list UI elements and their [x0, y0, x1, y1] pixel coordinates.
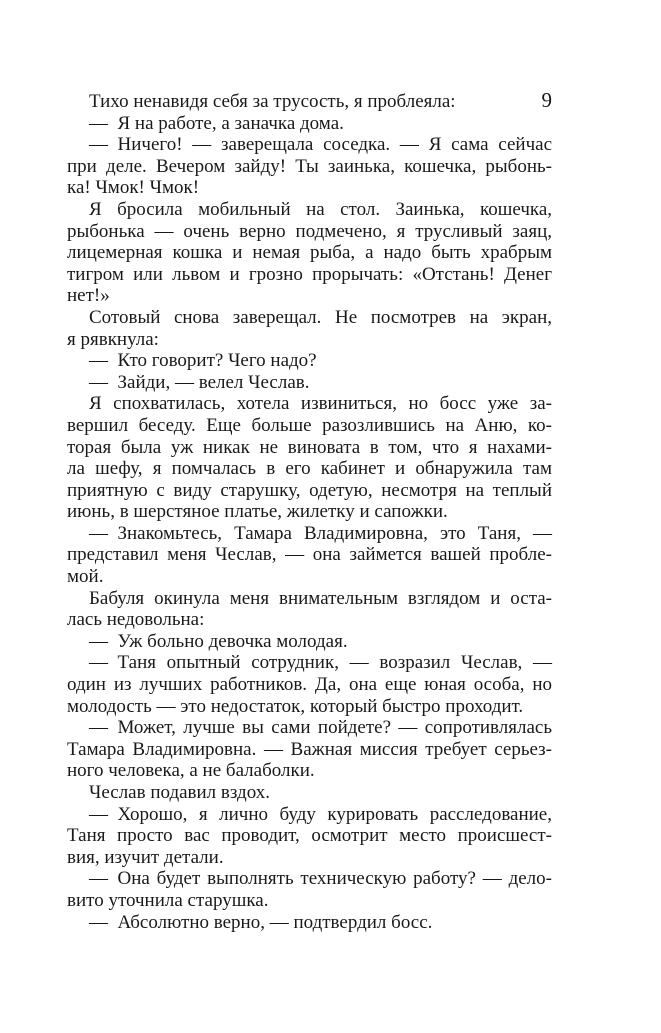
text-line: июнь, в шерстяное платье, жилетку и сапожки. [67, 501, 448, 523]
text-line: вито уточнила старушка. [67, 889, 269, 911]
text-line: при деле. Вечером зайду! Ты заинька, кошечка, рыбонь- [67, 155, 552, 177]
text-line: — Ничего! — заверещала соседка. — Я сама сейчас [89, 134, 552, 156]
text-line: ного человека, а не балаболки. [67, 760, 315, 782]
text-line: — Абсолютно верно, — подтвердил босс. [89, 911, 433, 933]
text-line: один из лучших работников. Да, она еще юная особа, но [67, 674, 552, 696]
text-line: ка! Чмок! Чмок! [67, 177, 200, 199]
text-line: представил меня Чеслав, — она займется вашей пробле- [67, 544, 552, 566]
text-line: мой. [67, 566, 104, 588]
text-line: нет!» [67, 285, 110, 307]
text-line: Чеслав подавил вздох. [89, 782, 270, 803]
text-line: — Уж больно девочка молодая. [89, 630, 348, 652]
text-line: вия, изучит детали. [67, 846, 224, 868]
text-line: лась недовольна: [67, 609, 205, 631]
text-line: Тамара Владимировна. — Важная миссия требует серьез- [67, 738, 552, 760]
text-line: — Знакомьтесь, Тамара Владимировна, это Таня, — [89, 522, 552, 544]
text-line: вершил беседу. Еще больше разозлившись на Аню, ко- [67, 414, 552, 436]
text-line: — Зайди, — велел Чеслав. [89, 371, 310, 393]
text-line: Тихо ненавидя себя за трусость, я проблеяла: [89, 91, 456, 112]
text-line: тигром или львом и грозно прорычать: «Отстань! Денег [67, 263, 552, 285]
text-line: приятную с виду старушку, одетую, несмотря на теплый [67, 479, 552, 501]
text-line: лицемерная кошка и немая рыба, а надо быть храбрым [67, 242, 552, 264]
text-line: я рявкнула: [67, 328, 159, 350]
text-line: Я спохватилась, хотела извиниться, но босс уже за- [89, 393, 552, 415]
text-line: Бабуля окинула меня внимательным взглядом и оста- [89, 587, 552, 609]
text-line: — Кто говорит? Чего надо? [89, 350, 317, 372]
text-line: ла шефу, я помчалась в его кабинет и обнаружила там [67, 458, 552, 480]
page-text [67, 88, 552, 933]
text-line: рыбонька — очень верно подмечено, я трусливый заяц, [67, 220, 552, 242]
text-line: молодость — это недостаток, который быстро проходит. [67, 695, 524, 717]
text-line: — Я на работе, а заначка дома. [89, 112, 344, 134]
text-line: Таня просто вас проводит, осмотрит место происшест- [67, 825, 552, 847]
text-line: Сотовый снова заверещал. Не посмотрев на экран, [89, 306, 552, 328]
text-line: — Таня опытный сотрудник, — возразил Чеслав, — [89, 652, 552, 674]
text-line: — Хорошо, я лично буду курировать расследование, [89, 803, 552, 825]
page-number: 9 [541, 88, 552, 112]
text-line: — Может, лучше вы сами пойдете? — сопротивлялась [89, 717, 552, 739]
text-line: Я бросила мобильный на стол. Заинька, кошечка, [89, 198, 552, 220]
text-line: — Она будет выполнять техническую работу? — дело- [89, 868, 552, 890]
text-line: торая была уж никак не виновата в том, что я нахами- [67, 436, 552, 458]
